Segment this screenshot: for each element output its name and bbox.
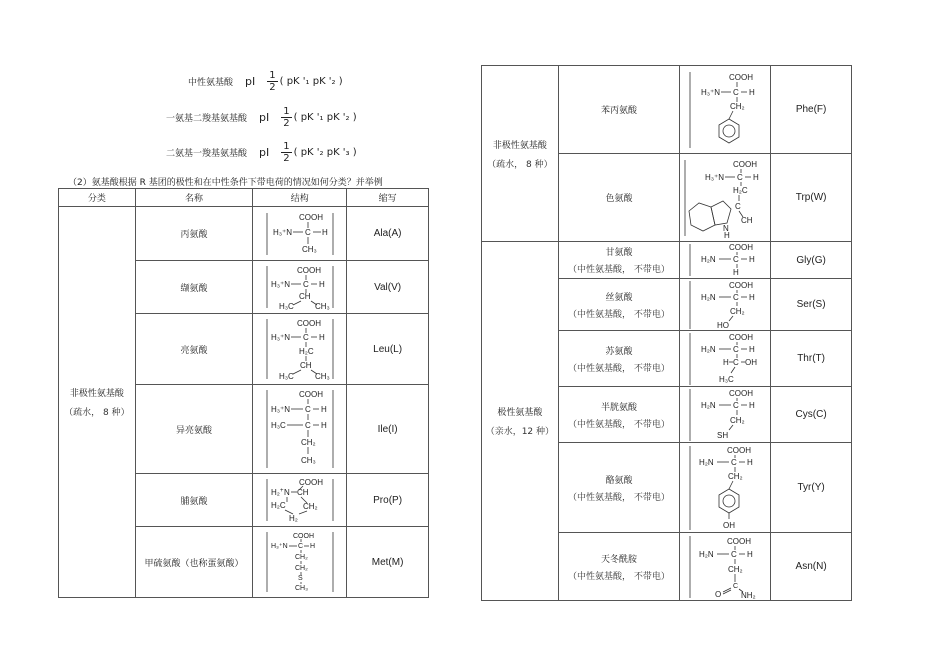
formula-pi: pI (259, 146, 270, 159)
svg-text:C: C (733, 344, 739, 354)
svg-text:C: C (302, 280, 309, 289)
structure-met (253, 527, 347, 598)
svg-text:C: C (733, 255, 739, 264)
amino-name: 异亮氨酸 (135, 385, 253, 474)
amino-abbr: Ala(A) (347, 207, 429, 261)
formula-expr: ( pK '₂ pK '₃ ) (293, 147, 357, 158)
amino-abbr: Ile(I) (347, 385, 429, 474)
category-title: 极性氨基酸 (497, 408, 543, 418)
category-cell (482, 66, 559, 242)
svg-text:H₃⁺N: H₃⁺N (270, 405, 290, 414)
svg-text:COOH: COOH (729, 72, 754, 82)
svg-text:H: H (321, 227, 328, 237)
amino-name-cell (558, 331, 680, 387)
svg-text:CH₂: CH₂ (728, 471, 743, 481)
svg-text:CH₃: CH₃ (314, 372, 330, 381)
svg-text:CH₂: CH₂ (730, 101, 745, 111)
structure-tyr (680, 443, 771, 533)
svg-text:C: C (304, 227, 311, 237)
fraction: $\frac{1}{2}$ (283, 106, 290, 129)
svg-text:H₃⁺N: H₃⁺N (705, 172, 725, 182)
amino-name: 天冬酰胺 (600, 554, 637, 565)
svg-text:H: H (749, 400, 755, 410)
svg-text:H₂N: H₂N (701, 255, 716, 264)
amino-name: 甲硫氨酸（也称蛋氨酸） (135, 527, 253, 598)
svg-text:N: N (283, 488, 290, 497)
table-row (59, 207, 429, 261)
amino-name: 苏氨酸 (605, 346, 633, 357)
amino-abbr: Pro(P) (347, 474, 429, 527)
svg-text:COOH: COOH (727, 536, 752, 546)
amino-name-cell (558, 387, 680, 443)
svg-text:CH₂: CH₂ (730, 415, 745, 425)
amino-name: 脯氨酸 (135, 474, 253, 527)
svg-text:C: C (733, 357, 739, 367)
amino-abbr: Gly(G) (771, 242, 852, 279)
svg-text:H₂N: H₂N (699, 457, 714, 467)
amino-name: 甘氨酸 (605, 248, 633, 258)
category-cell (59, 207, 136, 598)
amino-name-cell (558, 533, 680, 601)
svg-text:NH₂: NH₂ (741, 590, 756, 600)
amino-sub: （中性氨基酸， 不带电） (568, 492, 670, 503)
svg-text:COOH: COOH (298, 390, 323, 399)
amino-name: 丝氨酸 (605, 292, 633, 303)
amino-name: 色氨酸 (558, 154, 680, 242)
formula-label: 一氨基二羧基氨基酸 (166, 114, 248, 124)
svg-text:H₂C: H₂C (733, 185, 748, 195)
svg-text:COOH: COOH (296, 266, 321, 275)
category-cell (482, 242, 559, 601)
header-structure: 结构 (253, 189, 347, 207)
structure-phe (680, 66, 771, 154)
structure-leu (253, 314, 347, 385)
amino-abbr: Tyr(Y) (771, 443, 852, 533)
header-abbr: 缩写 (347, 189, 429, 207)
svg-text:COOH: COOH (729, 332, 754, 342)
svg-text:C: C (297, 543, 303, 550)
svg-text:CH₃: CH₃ (314, 302, 330, 311)
svg-text:H₃C: H₃C (278, 372, 294, 381)
left-table (58, 188, 429, 598)
amino-name: 酪氨酸 (605, 475, 633, 486)
header-category: 分类 (59, 189, 136, 207)
svg-text:H₂C: H₂C (298, 347, 314, 356)
svg-text:H: H (749, 87, 755, 97)
svg-text:H₂: H₂ (270, 488, 280, 497)
category-sub: （亲水，12 种） (485, 427, 555, 437)
formula-pi: pI (245, 75, 256, 88)
formula-basic (166, 141, 357, 164)
svg-text:CH: CH (299, 361, 312, 370)
amino-sub: （中性氨基酸， 不带电） (568, 571, 670, 582)
svg-text:C: C (733, 400, 739, 410)
structure-gly (680, 242, 771, 279)
category-sub: （疏水， 8 种） (487, 159, 553, 170)
svg-text:C: C (735, 201, 741, 211)
svg-text:H: H (747, 549, 753, 559)
formula-label: 中性氨基酸 (188, 78, 234, 88)
svg-text:CH₂: CH₂ (728, 564, 743, 574)
svg-text:N: N (723, 223, 729, 233)
svg-text:COOH: COOH (729, 280, 754, 290)
amino-name: 丙氨酸 (135, 207, 253, 261)
svg-text:H₃⁺N: H₃⁺N (272, 227, 292, 237)
formula-acidic (166, 106, 357, 129)
svg-text:H: H (747, 457, 753, 467)
svg-text:CH: CH (296, 488, 309, 497)
amino-name: 苯丙氨酸 (558, 66, 680, 154)
svg-text:H: H (723, 357, 729, 367)
svg-text:H₂C: H₂C (270, 501, 286, 510)
svg-text:CH: CH (298, 292, 311, 301)
svg-text:H₂N: H₂N (699, 549, 714, 559)
svg-text:H: H (724, 230, 730, 239)
question-text: （2）氨基酸根据 R 基团的极性和在中性条件下带电荷的情况如何分类？并举例 (68, 178, 383, 188)
svg-text:CH₂: CH₂ (302, 502, 318, 511)
amino-sub: （中性氨基酸， 不带电） (568, 265, 670, 275)
svg-text:H₃⁺N: H₃⁺N (270, 280, 290, 289)
header-name: 名称 (135, 189, 253, 207)
svg-text:CH₂: CH₂ (294, 565, 308, 572)
svg-text:H: H (733, 268, 739, 277)
right-table (481, 65, 852, 601)
svg-text:C: C (304, 421, 311, 430)
svg-text:CH₃: CH₃ (301, 244, 317, 254)
category-sub: （疏水， 8 种） (64, 408, 130, 418)
amino-abbr: Met(M) (347, 527, 429, 598)
svg-text:OH: OH (745, 357, 758, 367)
svg-text:COOH: COOH (733, 159, 758, 169)
svg-text:H: H (320, 405, 327, 414)
svg-text:H₂N: H₂N (701, 400, 716, 410)
svg-text:C: C (733, 582, 739, 590)
svg-text:CH₃: CH₃ (294, 585, 308, 592)
svg-text:COOH: COOH (729, 243, 754, 252)
svg-text:H: H (309, 543, 315, 550)
svg-text:C: C (731, 457, 737, 467)
formula-neutral (188, 70, 343, 93)
amino-abbr: Ser(S) (771, 279, 852, 331)
svg-text:H₃⁺N: H₃⁺N (270, 333, 290, 342)
svg-text:+: + (279, 488, 284, 494)
svg-text:H₃C: H₃C (719, 374, 735, 384)
amino-name: 半胱氨酸 (600, 402, 637, 413)
structure-pro (253, 474, 347, 527)
svg-text:COOH: COOH (298, 478, 323, 487)
svg-text:H₂N: H₂N (701, 344, 716, 354)
amino-sub: （中性氨基酸， 不带电） (568, 309, 670, 320)
amino-abbr: Asn(N) (771, 533, 852, 601)
svg-text:H₃⁺N: H₃⁺N (701, 87, 721, 97)
amino-abbr: Val(V) (347, 261, 429, 314)
amino-abbr: Thr(T) (771, 331, 852, 387)
structure-ile (253, 385, 347, 474)
structure-ser (680, 279, 771, 331)
svg-text:CH₂: CH₂ (300, 438, 316, 447)
svg-text:H: H (320, 421, 327, 430)
svg-text:C: C (733, 292, 739, 302)
svg-text:H₃C: H₃C (278, 302, 294, 311)
svg-text:C: C (733, 87, 739, 97)
svg-text:H₃⁺N: H₃⁺N (270, 543, 288, 550)
amino-sub: （中性氨基酸， 不带电） (568, 419, 670, 430)
svg-text:C: C (304, 405, 311, 414)
structure-trp (680, 154, 771, 242)
fraction: $\frac{1}{2}$ (283, 141, 290, 164)
table-row (482, 242, 852, 279)
formula-expr: ( pK '₁ pK '₂ ) (293, 112, 357, 123)
svg-text:CH: CH (741, 215, 753, 225)
svg-text:SH: SH (717, 430, 729, 440)
svg-text:OH: OH (723, 520, 736, 530)
formula-pi: pI (259, 111, 270, 124)
svg-text:O: O (715, 589, 722, 599)
amino-abbr: Trp(W) (771, 154, 852, 242)
fraction: $\frac{1}{2}$ (269, 70, 276, 93)
svg-text:CH₂: CH₂ (730, 306, 745, 316)
structure-asn (680, 533, 771, 601)
amino-sub: （中性氨基酸， 不带电） (568, 363, 670, 374)
amino-name-cell (558, 279, 680, 331)
table-row (482, 66, 852, 154)
svg-text:S: S (297, 575, 303, 582)
amino-name-cell (558, 443, 680, 533)
svg-text:H: H (318, 280, 325, 289)
svg-text:H: H (749, 255, 755, 264)
svg-text:H: H (749, 344, 755, 354)
structure-ala (253, 207, 347, 261)
svg-text:H: H (753, 172, 759, 182)
svg-text:COOH: COOH (727, 445, 752, 455)
amino-abbr: Cys(C) (771, 387, 852, 443)
svg-text:COOH: COOH (298, 212, 323, 222)
formula-expr: ( pK '₁ pK '₂ ) (279, 76, 343, 87)
amino-name: 缬氨酸 (135, 261, 253, 314)
svg-text:C: C (737, 172, 743, 182)
svg-text:H₂N: H₂N (701, 292, 716, 302)
category-title: 非极性氨基酸 (492, 140, 547, 151)
svg-text:C: C (302, 333, 309, 342)
amino-abbr: Leu(L) (347, 314, 429, 385)
structure-cys (680, 387, 771, 443)
structure-thr (680, 331, 771, 387)
formula-label: 二氨基一羧基氨基酸 (166, 149, 248, 159)
amino-abbr: Phe(F) (771, 66, 852, 154)
svg-text:H: H (749, 292, 755, 302)
structure-val (253, 261, 347, 314)
header-row (59, 189, 429, 207)
svg-text:CH₃: CH₃ (300, 456, 316, 465)
svg-text:C: C (731, 549, 737, 559)
svg-text:HO: HO (717, 320, 730, 330)
svg-text:H: H (318, 333, 325, 342)
svg-text:H₂: H₂ (288, 514, 298, 523)
amino-name: 亮氨酸 (135, 314, 253, 385)
svg-text:H₃C: H₃C (270, 421, 286, 430)
svg-text:CH₂: CH₂ (294, 554, 308, 561)
amino-name-cell (558, 242, 680, 279)
svg-text:COOH: COOH (292, 533, 314, 540)
svg-text:COOH: COOH (729, 388, 754, 398)
category-title: 非极性氨基酸 (69, 389, 124, 399)
svg-text:COOH: COOH (296, 319, 321, 328)
